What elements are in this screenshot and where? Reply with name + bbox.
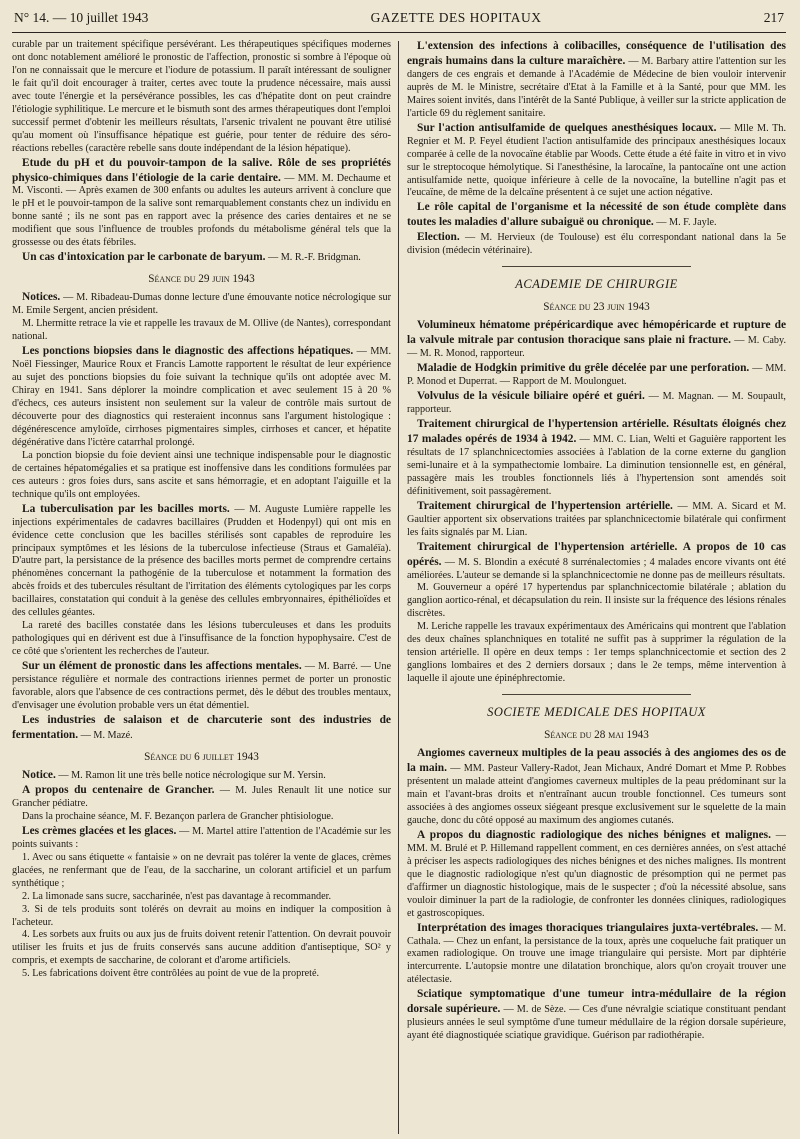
left-column: [12, 39, 398, 1134]
article-heading: Traitement chirurgical de l'hypertension artérielle.: [417, 499, 673, 512]
article-text: — M. Cathala. — Chez un enfant, la persistance de la toux, après une coqueluche fait pratiquer un examen radiologique. On trouve une image triangulaire qui persiste. Mort par diphtérie intercurrente. L'autopsie montre une dilatation bronchique, alors qu'on croyait trouver une atélectasie.: [407, 922, 786, 986]
article-heading: Sciatique symptomatique d'une tumeur intra-médullaire de la région dorsale supérieure.: [407, 988, 786, 1016]
article-heading: La tuberculisation par les bacilles morts.: [22, 502, 230, 515]
page-number: 217: [763, 10, 784, 25]
article-text: — M. Ramon lit une très belle notice nécrologique sur M. Yersin.: [55, 770, 326, 782]
session-date: Séance du 6 juillet 1943: [144, 750, 259, 763]
article-text: Dans la prochaine séance, M. F. Bezançon parlera de Grancher phtisiologue.: [22, 810, 334, 822]
article-paragraph: [407, 318, 786, 361]
article-paragraph: [12, 783, 391, 811]
article-text: — M. Barré. — Une persistance régulière et normale des contractions iriennes permet de porter un pronostic favorable, alors que l'absence de ces contractions permet, dès le début des troubles mentaux, d'envisager une évolution probable vers un état démentiel.: [12, 661, 391, 711]
article-paragraph: [407, 987, 786, 1043]
article-text: — M. F. Jayle.: [653, 217, 717, 229]
article-paragraph: [407, 361, 786, 389]
article-text: — M. Jules Renault lit une notice sur Grancher pédiatre.: [12, 785, 391, 809]
section-heading: SOCIETE MEDICALE DES HOPITAUX: [487, 705, 706, 720]
article-heading: Traitement chirurgical de l'hypertension artérielle. A propos de 10 cas opérés.: [407, 540, 786, 568]
article-heading: A propos du diagnostic radiologique des niches bénignes et malignes.: [417, 828, 771, 841]
article-paragraph: [407, 39, 786, 121]
section-divider: [502, 266, 692, 267]
article-paragraph: [12, 713, 391, 743]
article-text: 5. Les fabrications doivent être contrôlées au point de vue de la propreté.: [22, 968, 320, 980]
article-paragraph: [407, 582, 786, 621]
article-text: — MM. Noël Fiessinger, Maurice Roux et Francis Lamotte rapportent le résultat de leur expérience au sujet des ponctions biopsies du foie suivant la technique qu'ils ont adoptée avec M. Chiray en 1941. Sans déplorer la moindre complication et avec seulement 15 à 20 % d'échecs, ces auteurs insistent non seulement sur la valeur de contrôle mais surtout de découverte pour des diagnostics qui resteraient inconnus sans l'argument histologique : dégénérescence amyloïde, cirrhoses pigmentaires simples, cirrhoses et cancer, et hépatite dégénérative dans l'ictère catarrhal prolongé.: [12, 346, 391, 448]
article-text: — M. de Sèze. — Ces d'une névralgie sciatique constituant pendant plusieurs années le seul symptôme d'une tumeur médullaire de la région dorsale supérieure, ayant été diagnostiquée sciatique gravidique. Guérison par radiothérapie.: [407, 1004, 786, 1042]
article-text: 3. Si de tels produits sont tolérés on devrait au moins en indiquer la composition à l'acheteur.: [12, 903, 391, 928]
article-paragraph: [12, 620, 391, 659]
article-heading: Election.: [417, 231, 460, 244]
article-text: — M. Hervieux (de Toulouse) est élu correspondant national dans la 5e division (médecin vétérinaire).: [407, 232, 786, 257]
article-paragraph: [407, 921, 786, 988]
article-paragraph: [407, 389, 786, 417]
article-paragraph: [407, 230, 786, 258]
article-paragraph: [12, 824, 391, 852]
article-heading: Notices.: [22, 291, 61, 304]
article-paragraph: [12, 156, 391, 251]
article-heading: Maladie de Hodgkin primitive du grêle décelée par une perforation.: [417, 362, 750, 375]
article-heading: Les industries de salaison et de charcuterie sont des industries de fermentation.: [12, 713, 391, 741]
article-heading: A propos du centenaire de Grancher.: [22, 784, 215, 796]
right-column: [399, 39, 786, 1134]
page-header: [12, 10, 786, 33]
article-heading: Traitement chirurgical de l'hypertension artérielle. Résultats éloignés chez 17 malades opérés de 1934 à 1942.: [407, 418, 786, 445]
article-paragraph: [12, 811, 391, 824]
article-text: M. Gouverneur a opéré 17 hypertendus par splanchnicectomie bilatérale ; ablation du ganglion aortico-rénal, et décapsulation du rein. Il insiste sur la fréquence des lésions rénales discrètes.: [407, 582, 786, 620]
article-paragraph: [12, 852, 391, 891]
article-heading: Le rôle capital de l'organisme et la nécessité de son étude complète dans toutes les maladies d'allure subaiguë ou chronique.: [407, 201, 786, 229]
article-text: — M. Martel attire l'attention de l'Académie sur les points suivants :: [12, 825, 391, 850]
article-paragraph: [407, 417, 786, 499]
section-divider: [502, 694, 692, 695]
article-heading: Un cas d'intoxication par le carbonate de baryum.: [22, 251, 266, 264]
article-heading: Notice.: [22, 769, 56, 782]
article-heading: Volumineux hématome prépéricardique avec hémopéricarde et rupture de la valvule mitrale par contusion thoracique sans plaie ni fracture.: [407, 319, 786, 347]
article-text: 4. Les sorbets aux fruits ou aux jus de fruits doivent retenir l'attention. On devrait pouvoir utiliser les fruits et jus de fruits conservés sans aucune addition d'antiseptique, SO² y compris, et exempts de saccharine, de colorant et d'arome artificiels.: [12, 929, 391, 967]
article-text: 2. La limonade sans sucre, saccharinée, n'est pas davantage à recommander.: [22, 890, 332, 902]
article-text: — M. Caby. — M. R. Monod, rapporteur.: [407, 335, 786, 360]
article-heading: Sur l'action antisulfamide de quelques anesthésiques locaux.: [417, 121, 717, 134]
article-text: — MM. P. Monod et Duperrat. — Rapport de M. Moulonguet.: [407, 363, 786, 388]
article-heading: Les crèmes glacées et les glaces.: [22, 824, 177, 837]
article-paragraph: [12, 450, 391, 502]
article-heading: Volvulus de la vésicule biliaire opéré et guéri.: [417, 390, 645, 403]
article-paragraph: [12, 344, 391, 450]
article-text: — Mlle M. Th. Regnier et M. P. Feyel étudient l'action antisulfamide des principaux anesthésiques locaux comparée à celle de la novocaïne établie par Woods. Cette étude a été faite in vitro et in vivo sur le streptocoque hémolytique. Si l'anesthésine, la larocaïne, la pantocaïne ont une action antisulfamide nette, quoique inférieure à celle de la novocaïne, la butelline n'agit pas et l'eucaïne, de même de la delcaïne présentent à ce sujet une action négative.: [407, 122, 786, 199]
article-paragraph: [407, 499, 786, 540]
article-paragraph: [407, 121, 786, 201]
article-paragraph: [12, 250, 391, 265]
article-heading: Interprétation des images thoraciques triangulaires juxta-vertébrales.: [417, 921, 759, 934]
article-paragraph: [12, 968, 391, 981]
article-heading: Etude du pH et du pouvoir-tampon de la salive. Rôle de ses propriétés physico-chimiques dans l'étiologie de la carie dentaire.: [12, 156, 391, 184]
article-text: — M. Mazé.: [78, 729, 133, 741]
article-text: — M. R.-F. Bridgman.: [265, 252, 361, 264]
article-text: La rareté des bacilles constatée dans les lésions tuberculeuses et dans les produits pathologiques qui en dérivent est due à l'insuffisance de la fonction hypophysaire. C'est de ce côté que s'orientent les recherches de l'auteur.: [12, 620, 391, 658]
article-text: — M. Magnan. — M. Soupault, rapporteur.: [407, 391, 786, 416]
article-text: — MM. M. Brulé et P. Hillemand rappellent comment, en ces dernières années, on s'est attaché à préciser les aspects radiologiques des niches bénignes et des niches malignes. Ils montrent que le diagnostic radiologique n'est qu'un diagnostic de présomption qui ne permet pas d'affirmer un diagnostic histologique, mais de le suspecter ; d'où la nécessité absolue, sans vouloir diminuer la part de la radiologie, de confronter les données cliniques, radiologiques et gastroscopiques.: [407, 829, 786, 919]
article-text: — M. Ribadeau-Dumas donne lecture d'une émouvante notice nécrologique sur M. Emile Sergent, ancien président.: [12, 292, 391, 317]
article-paragraph: [12, 768, 391, 783]
article-text: M. Lhermitte retrace la vie et rappelle les travaux de M. Ollive (de Nantes), correspondant national.: [12, 318, 391, 343]
article-paragraph: [407, 621, 786, 686]
session-date: Séance du 29 juin 1943: [148, 273, 255, 286]
article-text: — M. Barbary attire l'attention sur les dangers de ces engrais et demande à l'Académie de Médecine de bien vouloir intervenir auprès de M. le Ministre, secrétaire d'Etat à la Famille et à la Santé, pour que MM. les Maires soient invités, dans l'intérêt de la Santé Publique, à veiller sur la stricte application de l'article 69 du règlement sanitaire.: [407, 55, 786, 119]
article-text: curable par un traitement spécifique persévérant. Les thérapeutiques spécifiques modernes ont donc notablement amélioré le pronostic de l'affection, pronostic si sombre à l'époque où l'on ne connaissait que le mercure et l'iodure de potassium. Il paraît intéressant de souligner le fait qu'il doit encourager à traiter, certes avec toute la prudence nécessaire, mais aussi avec toute l'énergie et la persévérance possibles, les cas d'hépatite dont on peut craindre l'étiologie syphilitique. Le mercure et le bismuth sont des armes thérapeutiques dont l'emploi successif permet d'obtenir les meilleurs résultats, l'arsenic trivalent ne pouvant être utilisé qu'au moment où l'insuffisance hépatique est guérie, pour tenter de réduire des séro-réactions rebelles (caractère rebelle sans doute indépendant de la lésion hépatique).: [12, 39, 391, 154]
session-date: Séance du 28 mai 1943: [544, 728, 649, 741]
article-heading: Sur un élément de pronostic dans les affections mentales.: [22, 660, 302, 673]
article-paragraph: [12, 39, 391, 156]
article-text: — MM. A. Sicard et M. Gaultier apportent six observations traitées par splanchnicectomie bilatérale qui confirment les faits signalés par M. Lian.: [407, 500, 786, 538]
article-text: — MM. C. Lian, Welti et Gaguière rapportent les résultats de 17 splanchnicectomies associées à l'ablation de la corne externe du ganglion semi-lunaire et à la sympathectomie lombaire. La diminution tensionnelle est, en général, passagère mais les troubles fonctionnels liés à l'hypertension sont amendés soit définitivement, soit passagèrement.: [407, 433, 786, 497]
article-heading: Angiomes caverneux multiples de la peau associés à des angiomes des os de la main.: [407, 747, 786, 775]
journal-title: GAZETTE DES HOPITAUX: [370, 10, 542, 25]
article-text: 1. Avec ou sans étiquette « fantaisie » on ne devrait pas tolérer la vente de glaces, crèmes glacées, ne renfermant que de l'eau, de la saccharine, un colorant artificiel et un parfum synthétique ;: [12, 851, 391, 889]
article-text: — M. Auguste Lumière rappelle les injections expérimentales de cadavres bacillaires (Prudden et Hodenpyl) qui ont mis en évidence cette conclusion que les bacilles stérilisés sont capables de reproduire les principaux symptômes et les lésions de la tuberculose infectieuse (Straus et Gamaléïa). D'autre part, la persistance de la présence des bacilles morts permet de comprendre certains phénomènes concernant la pathogénie de la tuberculose et notamment la formation des abcès froids et des tubercules résultant de l'irritation des éléments cytologiques par les corps bacillaires, constatation qui conduit à la genèse des cellules embryonnaires, épithélioïdes et des cellules géantes.: [12, 503, 391, 619]
article-paragraph: [407, 200, 786, 230]
article-text: M. Leriche rappelle les travaux expérimentaux des Américains qui montrent que l'ablation des deux chaînes splanchniques en totalité ne suffit pas à supprimer la régulation de la tension artérielle. Il opère en deux temps : 1er temps splanchnicectomie et section des 2 ganglions lombaires et des 2 derniers dorsaux ; dans le 2e temps, même intervention à laquelle il ajoute une épinéphrectomie.: [407, 621, 786, 685]
article-paragraph: [407, 828, 786, 921]
article-text: — MM. Pasteur Vallery-Radot, Jean Michaux, André Domart et Mme P. Robbes présentent un malade atteint d'angiomes caverneux multiples de la peau prédominant sur la main et l'avant-bras droits et n'entraînant aucun trouble fonctionnel. Ces tumeurs sont associées à des angiomes osseux siégeant presque exclusivement sur le squelette de la main gauche, donc du côté opposé au maximum des angiomes cutanés.: [407, 763, 786, 826]
issue-number: N° 14. — 10 juillet 1943: [14, 10, 149, 25]
article-paragraph: [12, 502, 391, 621]
article-paragraph: [12, 659, 391, 713]
article-text: — M. S. Blondin a exécuté 8 surrénalectomies ; 4 malades encore vivants ont été améliorées. L'auteur se demande si la splanchnicectomie ne donne pas de meilleurs résultats.: [407, 556, 786, 581]
session-date: Séance du 23 juin 1943: [543, 301, 650, 314]
article-paragraph: [407, 540, 786, 583]
article-paragraph: [407, 746, 786, 828]
article-paragraph: [12, 904, 391, 930]
article-heading: L'extension des infections à colibacilles, conséquence de l'utilisation des engrais humains dans la culture maraîchère.: [407, 40, 786, 67]
article-text: La ponction biopsie du foie devient ainsi une technique indispensable pour le diagnostic de certaines hépatomégalies et sa pratique est inoffensive dans les conditions formulées par ces auteurs : gros foies durs, sans ascite et sans hémorragie, et en adoptant l'aiguille et la technique qu'ils ont employées.: [12, 449, 391, 500]
article-paragraph: [12, 929, 391, 968]
article-paragraph: [12, 891, 391, 904]
section-heading: ACADEMIE DE CHIRURGIE: [515, 277, 678, 292]
article-heading: Les ponctions biopsies dans le diagnostic des affections hépatiques.: [22, 345, 354, 358]
article-paragraph: [12, 290, 391, 318]
article-text: — MM. M. Dechaume et M. Visconti. — Après examen de 300 enfants ou adultes les auteurs arrivent à conclure que le pH et le pouvoir-tampon de la salive sont remarquablement constants chez un individu en bonne santé ; ils ne sont pas en rapport avec la présence des caries dentaires et ne se modifient que sous l'influence de troubles profonds du métabolisme général tels que la grossesse ou des états fébriles.: [12, 172, 391, 249]
article-paragraph: [12, 318, 391, 344]
